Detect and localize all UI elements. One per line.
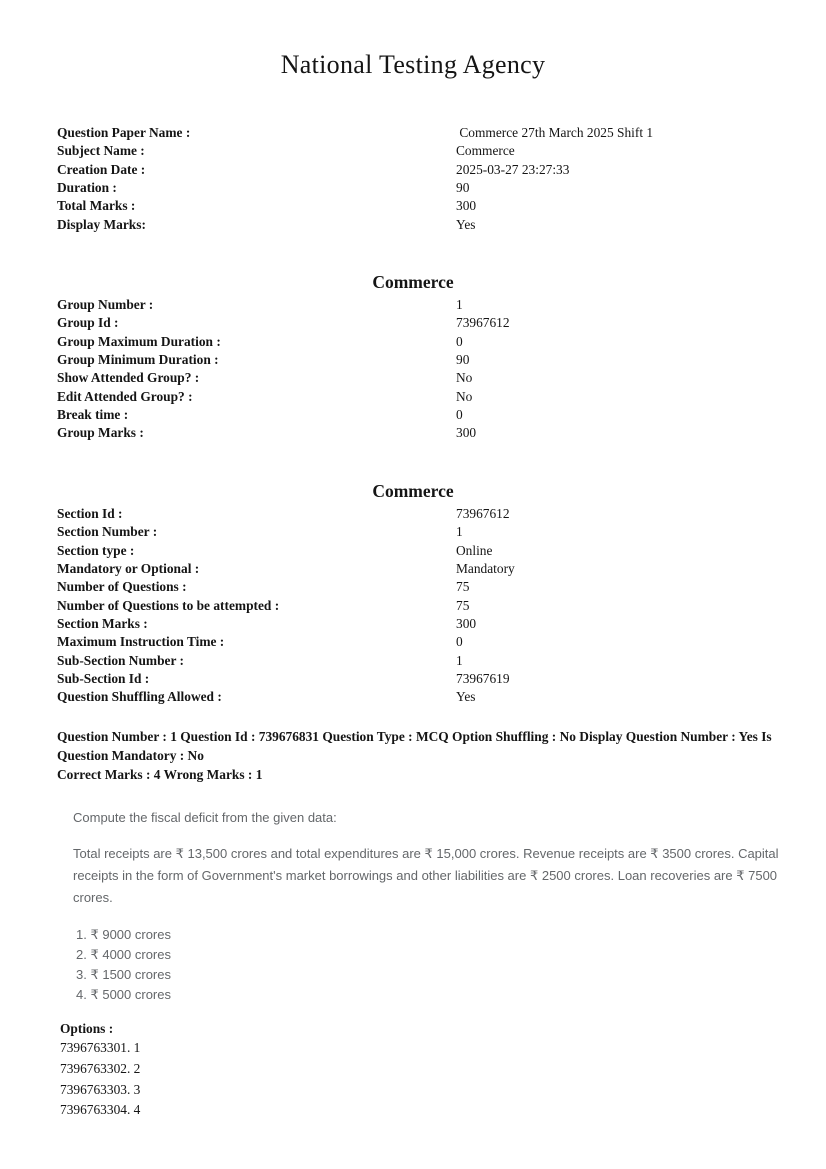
answer-choice: 3. ₹ 1500 crores (76, 967, 171, 982)
row-label: Section Number : (57, 524, 158, 540)
table-row (57, 406, 776, 424)
row-value: 73967612 (456, 315, 510, 331)
row-label: Display Marks: (57, 216, 146, 232)
row-value: Commerce 27th March 2025 Shift 1 (456, 125, 654, 140)
row-label: Group Number : (57, 297, 154, 312)
row-value: Online (456, 542, 493, 558)
answer-choices (73, 925, 779, 1005)
row-value: 1 (456, 652, 463, 668)
table-row (57, 542, 776, 560)
option-id-row: 7396763303. 3 (60, 1081, 141, 1097)
row-label: Question Paper Name : (57, 125, 191, 140)
row-value: Mandatory (456, 561, 515, 577)
row-value: 75 (456, 597, 470, 613)
row-label: Total Marks : (57, 198, 136, 214)
row-label: Section type : (57, 542, 135, 558)
row-label: Maximum Instruction Time : (57, 634, 225, 650)
table-row (57, 333, 776, 351)
row-value: 300 (456, 425, 477, 441)
row-label: Creation Date : (57, 161, 146, 177)
row-label: Duration : (57, 180, 117, 196)
table-row (57, 124, 776, 142)
row-value: No (456, 370, 473, 386)
row-value: 0 (456, 407, 463, 423)
row-label: Break time : (57, 407, 129, 423)
section-info-table (57, 505, 776, 707)
table-row (57, 351, 776, 369)
page-title: National Testing Agency (280, 50, 546, 79)
question-meta-line: Question Number : 1 Question Id : 739676831 Question Type : MCQ Option Shuffling : No Display Question Number : Yes Is Question Mandatory : No (57, 729, 772, 764)
table-row (57, 523, 776, 541)
row-label: Section Id : (57, 506, 123, 521)
row-label: Number of Questions to be attempted : (57, 597, 280, 613)
row-value: 300 (456, 616, 477, 632)
row-label: Group Minimum Duration : (57, 352, 219, 368)
table-row (57, 296, 776, 314)
row-value: Yes (456, 216, 476, 232)
row-value: 90 (456, 352, 470, 368)
row-value: Yes (456, 689, 476, 705)
row-value: 0 (456, 333, 463, 349)
table-row (57, 633, 776, 651)
row-value: 73967612 (456, 506, 510, 521)
table-row (57, 505, 776, 523)
table-row (57, 179, 776, 197)
row-label: Group Maximum Duration : (57, 333, 221, 349)
row-value: 300 (456, 198, 477, 214)
answer-choice: 1. ₹ 9000 crores (76, 927, 171, 942)
row-label: Edit Attended Group? : (57, 388, 193, 404)
question-header (57, 727, 813, 785)
option-id-row: 7396763302. 2 (60, 1060, 141, 1076)
table-row (57, 142, 776, 160)
question-paragraph: Total receipts are ₹ 13,500 crores and total expenditures are ₹ 15,000 crores. Revenue receipts are ₹ 3500 crores. Capital receipts in the form of Government's market borrowings and other liabilities are ₹ 2500 crores. Loan recoveries are ₹ 7500 crores. (73, 846, 779, 905)
row-value: 1 (456, 524, 463, 540)
section-heading: Commerce (372, 481, 454, 501)
option-id-row: 7396763301. 1 (60, 1040, 141, 1055)
table-row (57, 161, 776, 179)
answer-choice: 4. ₹ 5000 crores (76, 987, 171, 1002)
options-block (60, 1019, 140, 1121)
table-row (57, 670, 776, 688)
row-label: Show Attended Group? : (57, 370, 200, 386)
table-row (57, 424, 776, 442)
row-label: Section Marks : (57, 616, 148, 632)
table-row (57, 197, 776, 215)
row-value: 1 (456, 297, 463, 312)
row-value: 75 (456, 579, 470, 595)
table-row (57, 388, 776, 406)
table-row (57, 615, 776, 633)
option-id-row: 7396763304. 4 (60, 1102, 141, 1118)
table-row (57, 216, 776, 234)
answer-choice: 2. ₹ 4000 crores (76, 947, 171, 962)
table-row (57, 578, 776, 596)
row-label: Group Id : (57, 315, 119, 331)
row-value: Commerce (456, 143, 515, 159)
row-value: 90 (456, 180, 470, 196)
row-value: No (456, 388, 473, 404)
row-label: Number of Questions : (57, 579, 187, 595)
row-label: Question Shuffling Allowed : (57, 689, 222, 705)
table-row (57, 314, 776, 332)
group-heading: Commerce (372, 272, 454, 292)
question-body (73, 810, 779, 1005)
table-row (57, 652, 776, 670)
row-value: 2025-03-27 23:27:33 (456, 161, 570, 177)
row-label: Sub-Section Id : (57, 671, 150, 687)
options-label: Options : (60, 1021, 114, 1036)
row-label: Mandatory or Optional : (57, 561, 200, 577)
table-row (57, 597, 776, 615)
row-value: 73967619 (456, 671, 510, 687)
row-label: Subject Name : (57, 143, 145, 159)
table-row (57, 560, 776, 578)
row-label: Group Marks : (57, 425, 144, 441)
question-marks-line: Correct Marks : 4 Wrong Marks : 1 (57, 767, 263, 783)
question-prompt: Compute the fiscal deficit from the given data: (73, 810, 337, 825)
group-info-table (57, 296, 776, 443)
table-row (57, 688, 776, 706)
table-row (57, 369, 776, 387)
row-label: Sub-Section Number : (57, 652, 184, 668)
row-value: 0 (456, 634, 463, 650)
paper-info-table (57, 124, 776, 234)
